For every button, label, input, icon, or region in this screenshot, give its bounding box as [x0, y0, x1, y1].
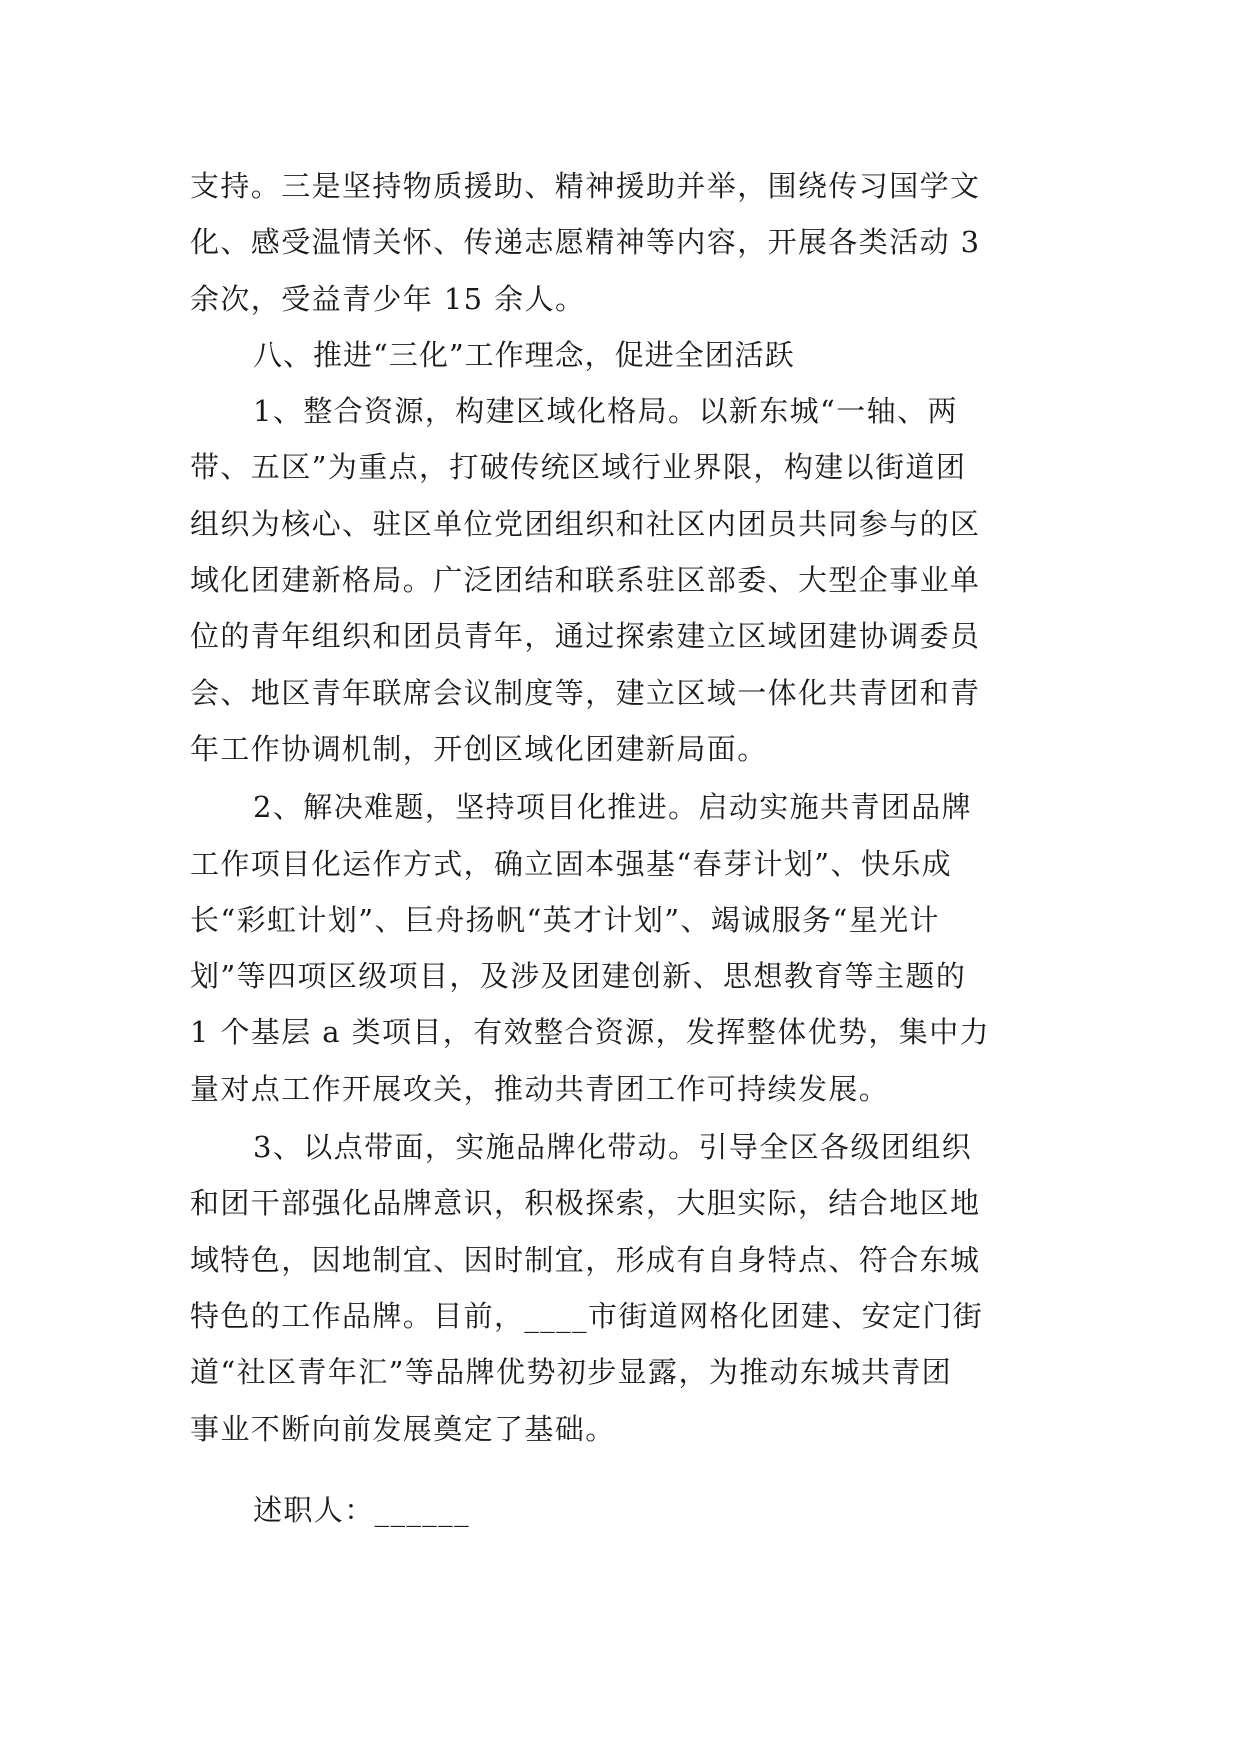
text-line: 带、五区”为重点，打破传统区域行业界限，构建以街道团 [190, 450, 967, 485]
text-line: 年工作协调机制，开创区域化团建新局面。 [190, 731, 768, 766]
text-line: 2、解决难题，坚持项目化推进。启动实施共青团品牌 [253, 790, 973, 825]
document-body [190, 158, 1050, 1538]
text-line: 1 个基层 a 类项目，有效整合资源，发挥整体优势，集中力 [190, 1015, 990, 1050]
text-line: 域特色，因地制宜、因时制宜，形成有自身特点、符合东城 [190, 1242, 981, 1277]
paragraph-4 [190, 1119, 1050, 1457]
text-line: 组织为核心、驻区单位党团组织和社区内团员共同参与的区 [190, 506, 981, 541]
text-line: 事业不断向前发展奠定了基础。 [190, 1411, 616, 1446]
text-line: 量对点工作开展攻关，推动共青团工作可持续发展。 [190, 1071, 890, 1106]
paragraph-1 [190, 158, 1050, 327]
text-line: 余次，受益青少年 15 余人。 [190, 281, 586, 316]
text-line: 支持。三是坚持物质援助、精神援助并举，围绕传习国学文 [190, 169, 981, 203]
signature-line: 述职人：______ [253, 1492, 471, 1527]
text-line: 域化团建新格局。广泛团结和联系驻区部委、大型企事业单 [190, 563, 981, 598]
text-line: 长“彩虹计划”、巨舟扬帆“英才计划”、竭诚服务“星光计 [190, 902, 940, 937]
text-line: 划”等四项区级项目，及涉及团建创新、思想教育等主题的 [190, 959, 967, 994]
text-line: 道“社区青年汇”等品牌优势初步显露，为推动东城共青团 [190, 1355, 953, 1390]
section-heading: 八、推进“三化”工作理念，促进全团活跃 [253, 337, 795, 372]
text-line: 1、整合资源，构建区域化格局。以新东城“一轴、两 [253, 394, 958, 429]
text-line: 3、以点带面，实施品牌化带动。引导全区各级团组织 [253, 1130, 973, 1165]
text-line: 化、感受温情关怀、传递志愿精神等内容，开展各类活动 3 [190, 225, 981, 260]
text-line: 特色的工作品牌。目前，____市街道网格化团建、安定门街 [190, 1298, 984, 1333]
text-line: 位的青年组织和团员青年，通过探索建立区域团建协调委员 [190, 619, 981, 654]
text-line: 会、地区青年联席会议制度等，建立区域一体化共青团和青 [190, 675, 981, 710]
text-line: 和团干部强化品牌意识，积极探索，大胆实际，结合地区地 [190, 1186, 981, 1221]
paragraph-3 [190, 779, 1050, 1117]
text-line: 工作项目化运作方式，确立固本强基“春芽计划”、快乐成 [190, 846, 953, 881]
paragraph-2 [190, 383, 1050, 777]
